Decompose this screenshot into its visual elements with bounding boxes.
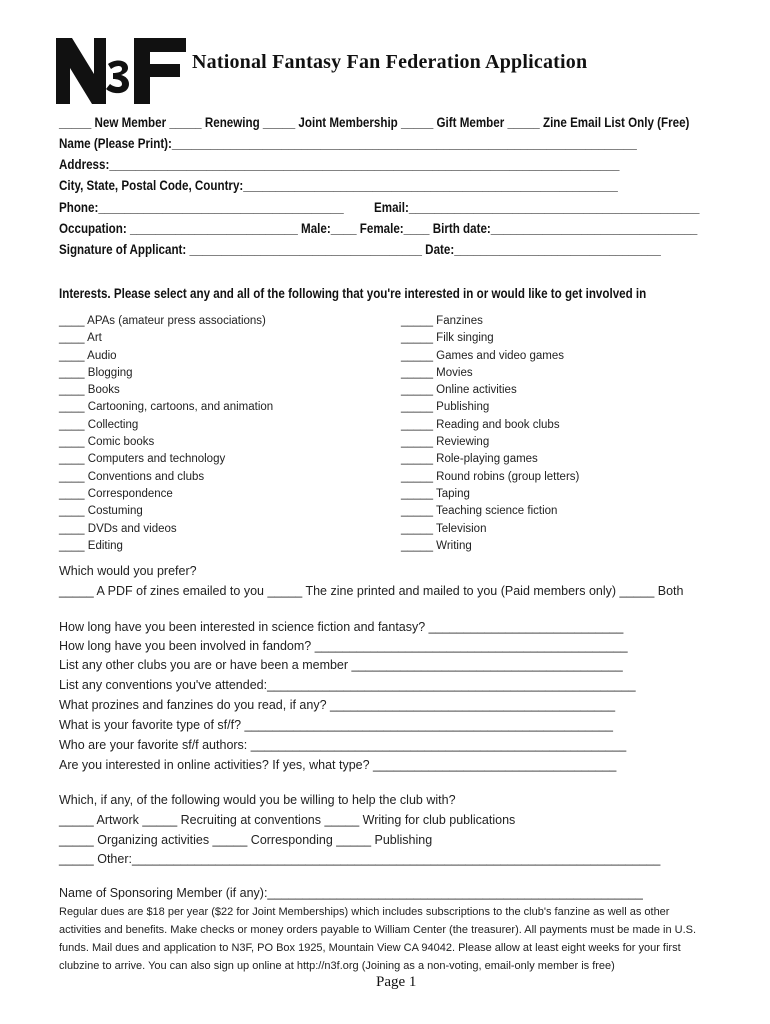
list-item: ____ DVDs and videos <box>59 522 177 535</box>
question-fandom: How long have you been involved in fandom? _____________________________________________ <box>59 639 628 653</box>
interests-heading: Interests. Please select any and all of the following that you're interested in or would like to get involved in <box>59 286 647 301</box>
name-field: Name (Please Print):________________________________________________________________________ <box>59 136 637 151</box>
dues-line: activities and benefits. Make checks or money orders payable to William Center (the treasurer). All payments must be made in U.S. <box>59 924 697 936</box>
list-item: _____ Games and video games <box>401 349 565 362</box>
list-item: ____ Audio <box>59 349 117 362</box>
n3f-logo-icon <box>54 34 189 106</box>
phone-field: Phone:______________________________________ <box>59 200 344 215</box>
list-item: _____ Filk singing <box>401 332 494 345</box>
list-item: ____ Books <box>59 384 120 397</box>
question-clubs: List any other clubs you are or have been a member _______________________________________ <box>59 658 623 672</box>
list-item: ____ Comic books <box>59 436 155 449</box>
list-item: _____ Movies <box>401 366 473 379</box>
list-item: _____ Round robins (group letters) <box>401 470 580 483</box>
dues-line: Regular dues are $18 per year ($22 for Joint Memberships) which includes subscriptions to the club's fanzine as well as other <box>59 906 670 918</box>
signature-field: Signature of Applicant: ____________________________________ Date:________________________________ <box>59 242 661 257</box>
prefer-options: _____ A PDF of zines emailed to you _____ The zine printed and mailed to you (Paid members only) _____ Both <box>59 584 684 598</box>
list-item: ____ Cartooning, cartoons, and animation <box>59 401 274 414</box>
list-item: _____ Role-playing games <box>401 453 538 466</box>
interests-left-list <box>59 313 273 555</box>
question-favorite-authors: Who are your favorite sf/f authors: ______________________________________________________ <box>59 738 627 752</box>
page-number: Page 1 <box>376 974 417 990</box>
help-options-line-2: _____ Organizing activities _____ Corresponding _____ Publishing <box>59 833 433 847</box>
question-favorite-type: What is your favorite type of sf/f? _____________________________________________________ <box>59 718 613 732</box>
prefer-question: Which would you prefer? <box>59 564 197 578</box>
dues-paragraph <box>59 903 696 975</box>
list-item: _____ Television <box>401 522 487 535</box>
list-item: _____ Taping <box>401 487 470 500</box>
page-title: National Fantasy Fan Federation Application <box>192 51 588 73</box>
help-options-line-1: _____ Artwork _____ Recruiting at conventions _____ Writing for club publications <box>59 813 516 827</box>
help-question: Which, if any, of the following would you be willing to help the club with? <box>59 793 456 807</box>
list-item: _____ Teaching science fiction <box>401 505 558 518</box>
occupation-field: Occupation: __________________________ Male:____ Female:____ Birth date:________________________________ <box>59 221 698 236</box>
question-conventions: List any conventions you've attended:_____________________________________________________ <box>59 678 636 692</box>
n3f-logo <box>54 34 189 106</box>
question-zines: What prozines and fanzines do you read, if any? _________________________________________ <box>59 698 616 712</box>
list-item: _____ Writing <box>401 539 472 552</box>
question-sf-interest: How long have you been interested in science fiction and fantasy? ____________________________ <box>59 620 624 634</box>
help-other-line: _____ Other:____________________________________________________________________________ <box>59 852 661 866</box>
list-item: ____ Correspondence <box>59 487 173 500</box>
membership-type-line: _____ New Member _____ Renewing _____ Joint Membership _____ Gift Member _____ Zine Email List Only (Free) <box>59 115 690 130</box>
sponsor-field: Name of Sponsoring Member (if any):______________________________________________________ <box>59 886 643 900</box>
interests-right-list <box>401 313 579 555</box>
list-item: ____ Costuming <box>59 505 143 518</box>
list-item: ____ Collecting <box>59 418 139 431</box>
list-item: _____ Publishing <box>401 401 490 414</box>
list-item: ____ Art <box>59 332 102 345</box>
city-field: City, State, Postal Code, Country:__________________________________________________________ <box>59 178 618 193</box>
address-field: Address:_______________________________________________________________________________ <box>59 157 620 172</box>
email-field: Email:_____________________________________________ <box>374 200 700 215</box>
list-item: _____ Online activities <box>401 384 517 397</box>
list-item: _____ Fanzines <box>401 315 483 327</box>
list-item: ____ APAs (amateur press associations) <box>59 315 266 327</box>
dues-line: funds. Mail dues and application to N3F, PO Box 1925, Mountain View CA 94042. Please allow at least eight weeks for your first <box>59 942 681 954</box>
question-online-activities: Are you interested in online activities? If yes, what type? ___________________________________ <box>59 758 617 772</box>
dues-line: clubzine to arrive. You can also sign up online at http://n3f.org (Joining as a non-voting, email-only member is free) <box>59 960 615 972</box>
list-item: _____ Reading and book clubs <box>401 418 560 431</box>
list-item: ____ Editing <box>59 539 123 552</box>
list-item: ____ Computers and technology <box>59 453 226 466</box>
list-item: ____ Blogging <box>59 366 133 379</box>
list-item: ____ Conventions and clubs <box>59 470 205 483</box>
list-item: _____ Reviewing <box>401 436 490 449</box>
